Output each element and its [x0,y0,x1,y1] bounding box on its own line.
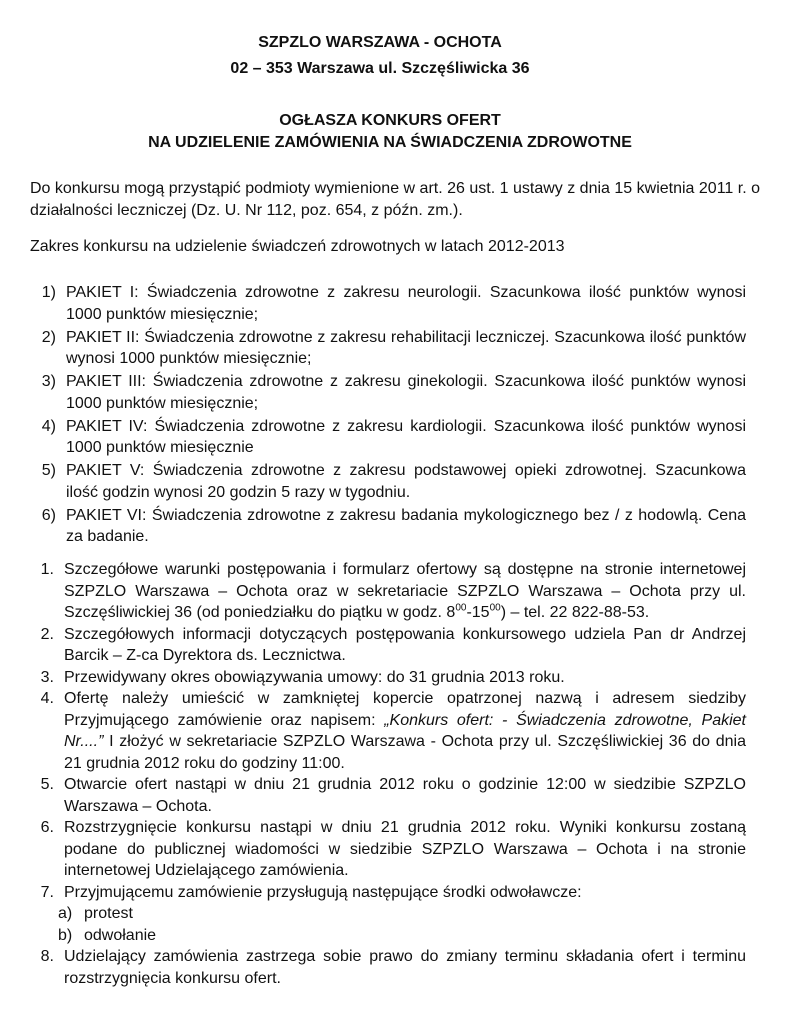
condition-number: 4. [40,690,54,707]
appeal-means-item [58,925,746,947]
condition-item-6 [0,817,746,882]
packet-item [0,416,746,459]
packet-number: 2) [41,328,56,346]
packet-list [0,282,800,550]
office-hours-to: 15 [471,604,490,621]
announcement-title-line1: OGŁASZA KONKURS OFERT [279,112,501,129]
org-name: SZPZLO WARSZAWA - OCHOTA [258,34,502,51]
condition-text-cont: I złożyć w sekretariacie SZPZLO Warszawa - Ochota przy ul. Szczęśliwickiej 36 do dnia 21 grudnia 2012 roku do godziny 11:00. [64,733,746,772]
condition-number: 8. [40,948,54,965]
intro-paragraph: Do konkursu mogą przystąpić podmioty wymienione w art. 26 ust. 1 ustawy z dnia 15 kwietnia 2011 r. o działalności leczniczej (Dz. U. Nr 112, poz. 654, z późn. zm.). [30,180,760,219]
appeal-means-list [58,903,746,946]
packet-number: 3) [41,373,56,391]
sub-text: protest [84,905,133,922]
packet-item [0,460,746,503]
packet-text: PAKIET IV: Świadczenia zdrowotne z zakresu kardiologii. Szacunkowa ilość punktów wynosi 1000 punktów miesięcznie [66,417,746,457]
condition-number: 5. [40,776,54,793]
condition-item-4 [0,688,746,774]
conditions-list [0,559,800,989]
condition-item-8 [0,946,746,989]
packet-item [0,282,746,325]
sub-number: a) [58,905,73,922]
condition-item-3 [0,667,746,689]
condition-text: Przyjmującemu zamówienie przysługują następujące środki odwoławcze: [64,883,582,901]
condition-text-phone: ) – tel. 22 822-88-53. [500,604,650,621]
condition-item-2 [0,624,746,667]
condition-text: Przewidywany okres obowiązywania umowy: do 31 grudnia 2013 roku. [64,668,565,686]
packet-text: PAKIET VI: Świadczenia zdrowotne z zakresu badania mykologicznego bez / z hodowlą. Cena za badanie. [66,506,746,546]
office-hours-from: 8 [446,604,456,621]
condition-text: Ofertę należy umieścić w zamkniętej kopercie opatrzonej nazwą i adresem siedziby Przyjmującego zamówienie oraz napisem: [64,690,746,729]
packet-item [0,371,746,414]
office-hours-from-minutes: 00 [455,602,467,614]
sub-number: b) [58,926,73,944]
appeal-means-item [58,903,746,925]
condition-text: Szczegółowe warunki postępowania i formularz ofertowy są dostępne na stronie internetowej SZPZLO Warszawa – Ochota oraz w sekretariacie SZPZLO Warszawa – Ochota przy ul. Szczęśliwickiej 36 (od poniedziałku do piątku w godz. [64,561,746,621]
condition-item-1 [0,559,746,624]
condition-text: Otwarcie ofert nastąpi w dniu 21 grudnia 2012 roku o godzinie 12:00 w siedzibie SZPZLO Warszawa – Ochota. [64,776,746,815]
sub-text: odwołanie [84,926,157,944]
condition-number: 7. [40,883,54,901]
condition-number: 3. [40,668,54,686]
packet-text: PAKIET II: Świadczenia zdrowotne z zakresu rehabilitacji leczniczej. Szacunkowa ilość punktów wynosi 1000 punktów miesięcznie; [66,328,746,368]
packet-text: PAKIET V: Świadczenia zdrowotne z zakresu podstawowej opieki zdrowotnej. Szacunkowa ilość godzin wynosi 20 godzin 5 razy w tygodniu. [66,462,746,501]
office-hours-to-minutes: 00 [489,602,501,614]
condition-text: Udzielający zamówienia zastrzega sobie prawo do zmiany terminu składania ofert i terminu rozstrzygnięcia konkursu ofert. [64,948,746,987]
packet-item [0,327,746,370]
packet-text: PAKIET III: Świadczenia zdrowotne z zakresu ginekologii. Szacunkowa ilość punktów wynosi 1000 punktów miesięcznie; [66,373,746,412]
packet-text: PAKIET I: Świadczenia zdrowotne z zakresu neurologii. Szacunkowa ilość punktów wynosi 1000 punktów miesięcznie; [66,284,746,323]
condition-item-7 [0,882,746,947]
packet-number: 4) [41,417,56,435]
condition-text: Szczegółowych informacji dotyczących postępowania konkursowego udziela Pan dr Andrzej Barcik – Z-ca Dyrektora ds. Lecznictwa. [64,625,746,664]
envelope-label: „Konkurs ofert: - Świadczenia zdrowotne, Pakiet Nr....” [64,711,746,750]
condition-item-5 [0,774,746,817]
office-hours-dash: - [466,604,472,621]
packet-number: 6) [41,506,56,524]
org-address: 02 – 353 Warszawa ul. Szczęśliwicka 36 [230,60,530,77]
packet-item [0,505,746,548]
scope-paragraph: Zakres konkursu na udzielenie świadczeń zdrowotnych w latach 2012-2013 [30,238,565,255]
packet-number: 5) [41,462,56,480]
condition-number: 2. [40,625,54,643]
condition-number: 6. [40,819,54,836]
packet-number: 1) [41,284,56,301]
condition-text: Rozstrzygnięcie konkursu nastąpi w dniu 21 grudnia 2012 roku. Wyniki konkursu zostaną podane do publicznej wiadomości w siedzibie SZPZLO Warszawa – Ochota i na stronie internetowej Udzielającego zamówienia. [64,819,746,879]
condition-number: 1. [40,561,54,578]
announcement-title-line2: NA UDZIELENIE ZAMÓWIENIA NA ŚWIADCZENIA ZDROWOTNE [148,134,632,151]
